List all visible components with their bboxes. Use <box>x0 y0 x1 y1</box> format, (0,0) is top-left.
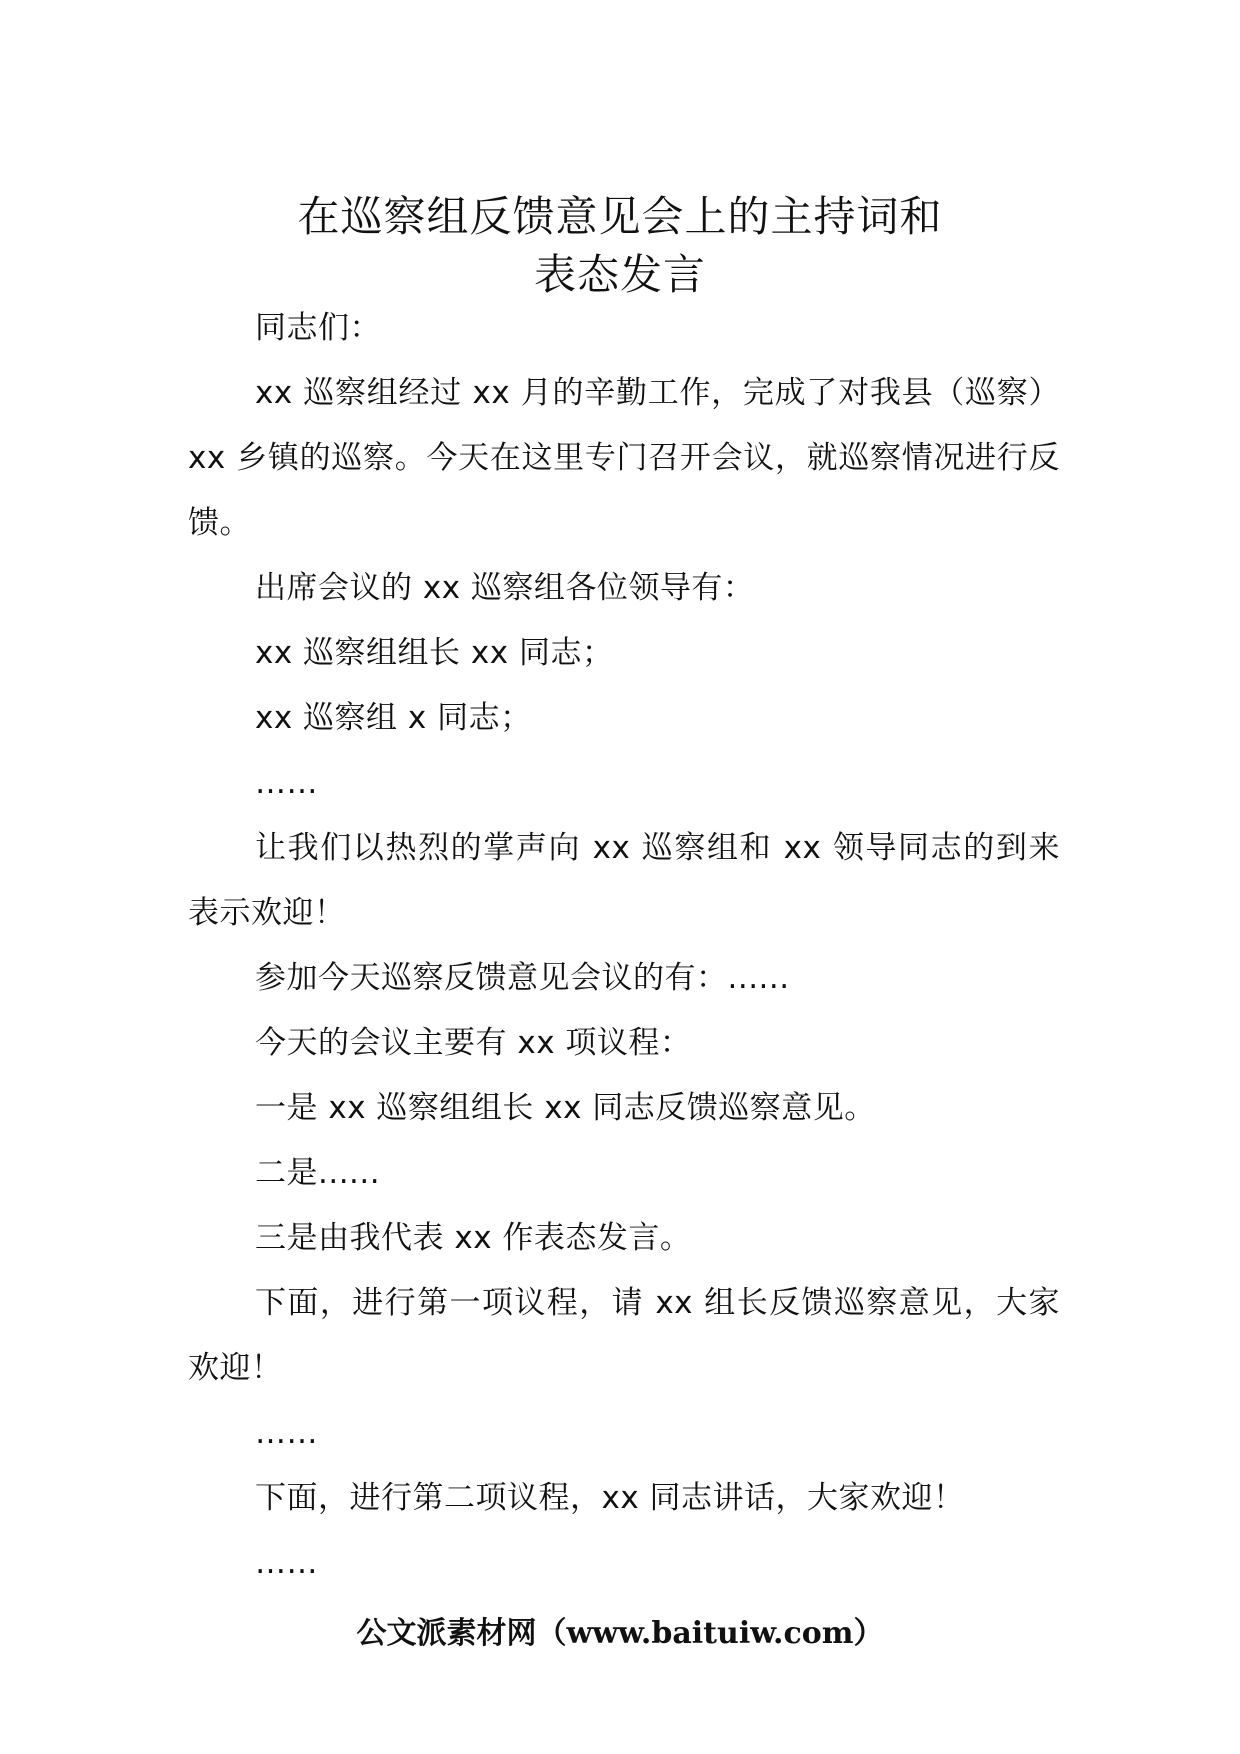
paragraph-first-item: 下面，进行第一项议程，请 xx 组长反馈巡察意见，大家欢迎！ <box>188 1285 1060 1386</box>
paragraph-ellipsis: …… <box>255 1545 318 1581</box>
document-title <box>0 188 1240 304</box>
document-body <box>188 296 1060 1596</box>
paragraph-leader-1: xx 巡察组组长 xx 同志； <box>255 635 614 671</box>
paragraph-intro: xx 巡察组经过 xx 月的辛勤工作，完成了对我县（巡察）xx 乡镇的巡察。今天在这里专门召开会议，就巡察情况进行反馈。 <box>188 375 1060 541</box>
title-line-2: 表态发言 <box>533 250 706 300</box>
paragraph-agenda-item-2: 二是...... <box>255 1155 381 1191</box>
paragraph-welcome: 让我们以热烈的掌声向 xx 巡察组和 xx 领导同志的到来表示欢迎！ <box>188 830 1060 931</box>
paragraph-agenda: 今天的会议主要有 xx 项议程： <box>255 1025 692 1061</box>
paragraph-attending-leaders: 出席会议的 xx 巡察组各位领导有： <box>255 570 755 606</box>
paragraph-participants: 参加今天巡察反馈意见会议的有：...... <box>255 960 790 996</box>
paragraph-ellipsis: …… <box>255 1415 318 1451</box>
title-line-1: 在巡察组反馈意见会上的主持词和 <box>297 192 943 242</box>
paragraph-ellipsis: …… <box>255 765 318 801</box>
paragraph-second-item: 下面，进行第二项议程，xx 同志讲话，大家欢迎！ <box>255 1480 965 1516</box>
paragraph-salutation: 同志们： <box>255 310 381 346</box>
paragraph-agenda-item-1: 一是 xx 巡察组组长 xx 同志反馈巡察意见。 <box>255 1090 876 1126</box>
paragraph-leader-2: xx 巡察组 x 同志； <box>255 700 532 736</box>
footer-watermark: 公文派素材网（www.baituiw.com） <box>356 1616 884 1651</box>
paragraph-agenda-item-3: 三是由我代表 xx 作表态发言。 <box>255 1220 692 1256</box>
